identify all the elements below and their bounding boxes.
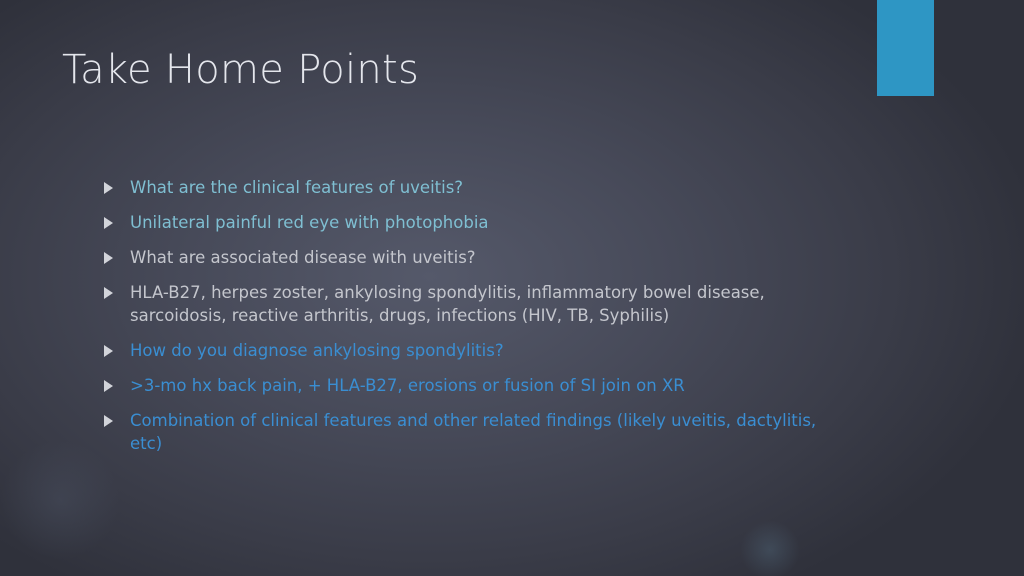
bullet-text: Unilateral painful red eye with photophobia <box>130 213 489 232</box>
slide-title: Take Home Points <box>62 47 420 93</box>
bullet-arrow-icon <box>104 380 113 392</box>
bullet-list <box>104 176 824 467</box>
bullet-arrow-icon <box>104 182 113 194</box>
bullet-text: >3-mo hx back pain, + HLA-B27, erosions or fusion of SI join on XR <box>130 376 685 395</box>
bullet-text: What are the clinical features of uveitis? <box>130 178 464 197</box>
bullet-arrow-icon <box>104 345 113 357</box>
bullet-arrow-icon <box>104 415 113 427</box>
bullet-item <box>104 374 824 397</box>
bullet-item <box>104 176 824 199</box>
bullet-item <box>104 246 824 269</box>
accent-bar <box>877 0 934 96</box>
bullet-arrow-icon <box>104 217 113 229</box>
bullet-text: HLA-B27, herpes zoster, ankylosing spondylitis, inflammatory bowel disease, sarcoidosis, reactive arthritis, drugs, infections (HIV, TB, Syphilis) <box>130 283 765 325</box>
bullet-text: How do you diagnose ankylosing spondylitis? <box>130 341 504 360</box>
bullet-arrow-icon <box>104 252 113 264</box>
bullet-item <box>104 211 824 234</box>
decorative-glow <box>740 520 800 576</box>
bullet-item <box>104 339 824 362</box>
bullet-item <box>104 281 824 327</box>
bullet-text: What are associated disease with uveitis? <box>130 248 476 267</box>
bullet-item <box>104 409 824 455</box>
bullet-arrow-icon <box>104 287 113 299</box>
bullet-text: Combination of clinical features and other related findings (likely uveitis, dactylitis, etc) <box>130 411 817 453</box>
decorative-glow <box>0 440 120 560</box>
